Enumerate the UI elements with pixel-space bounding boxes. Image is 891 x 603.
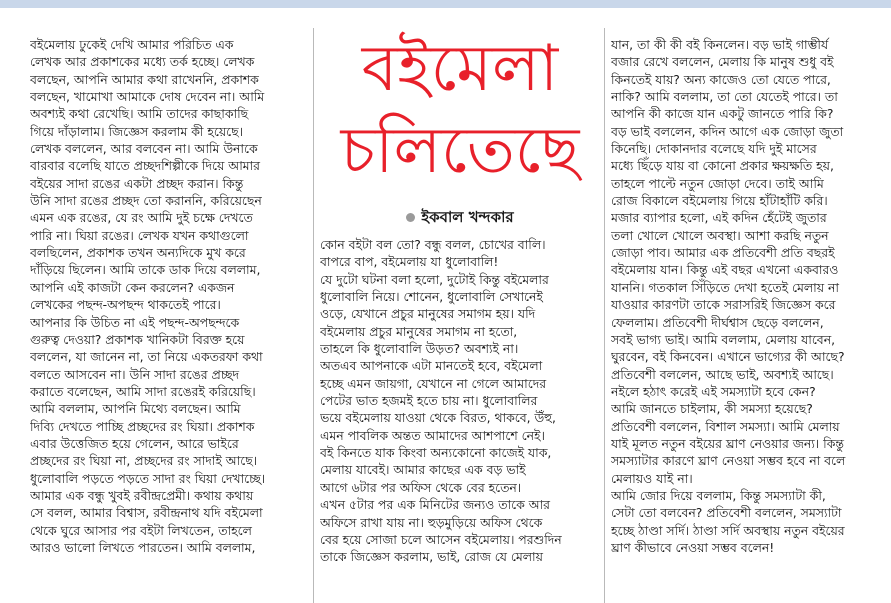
text-line: এমন পাবলিক অন্তত আমাদের আশপাশে নেই।: [320, 427, 545, 443]
text-line: বারবার বলেছি যাতে প্রচ্ছদশিল্পীকে দিয়ে আমার: [30, 158, 260, 174]
text-line: এমন এক রঙের, যে রং আমি দুই চক্ষে দেখতে: [30, 210, 253, 226]
text-line: লেখক আর প্রকাশকের মধ্যে তর্ক হচ্ছে। লেখক: [30, 54, 255, 70]
text-line: দাঁড়িয়ে ছিলেন। আমি তাকে ডাক দিয়ে বললাম,: [30, 262, 261, 278]
text-line: কিনেছি। দোকানদার বলেছে যদি দুই মাসের: [611, 141, 817, 157]
text-line: সবই ভাগ্য ভাই। আমি বললাম, মেলায় যাবেন,: [611, 331, 836, 347]
text-line: তাকে জিজ্ঞেস করলাম, ভাই, রোজ যে মেলায়: [320, 549, 543, 565]
text-line: ধুলোবালি পড়তে পড়তে সাদা রং ঘিয়া দেখাচ্ছে।: [30, 470, 266, 486]
text-line: বই কিনতে যাক কিংবা অন্যকোনো কাজেই যাক,: [320, 445, 552, 461]
text-line: ঘুরবেন, বই কিনবেন। এখানে ভাগ্যের কী আছে?: [611, 349, 845, 365]
text-line: করাতে বলেছেন, আমি সাদা রঙেরই করিয়েছি।: [30, 383, 256, 399]
text-line: পারি না। ঘিয়া রঙের। লেখক যখন কথাগুলো: [30, 227, 249, 243]
byline: [320, 206, 600, 231]
text-line: প্রচ্ছদের রং ঘিয়া না, প্রচ্ছদের রং সাদাই আছে।: [30, 453, 258, 469]
text-line: সে বলল, আমার বিশ্বাস, রবীন্দ্রনাথ যদি বইমেলা: [30, 505, 263, 521]
text-line: গুরুত্ব দেওয়া? প্রকাশক খানিকটা বিরক্ত হয়ে: [30, 331, 245, 347]
text-line: অফিসে রাখা যায় না। হুড়মুড়িয়ে অফিস থেকে: [320, 514, 543, 530]
text-line: প্রতিবেশী বললেন, আছে ভাই, অবশ্যই আছে।: [611, 366, 834, 382]
bullet-icon: [406, 213, 415, 222]
text-line: বইমেলায় প্রচুর মানুষের সমাগম না হতো,: [320, 323, 518, 339]
text-line: মেলায় যাবেই। আমার কাছের এক বড় ভাই: [320, 462, 526, 478]
text-line: সমস্যাটার কারণে ঘ্রাণ নেওয়া সম্ভব হবে না বলে: [611, 453, 846, 469]
text-line: লেখক বললেন, আর বলবেন না। আমি উনাকে: [30, 141, 258, 157]
text-line: বলতে আসবেন না। উনি সাদা রঙের প্রচ্ছদ: [30, 366, 240, 382]
text-line: আমি জোর দিয়ে বললাম, কিন্তু সমস্যাটা কী,: [611, 487, 826, 503]
text-line: মেলায়ও যাই না।: [611, 470, 693, 486]
text-line: যে দুটো ঘটনা বলা হলো, দুটোই কিন্তু বইমেলার: [320, 271, 549, 287]
text-line: মজার ব্যাপার হলো, এই কদিন হেঁটেই জুতার: [611, 210, 827, 226]
text-line: বললেন, যা জানেন না, তা নিয়ে একতরফা কথা: [30, 349, 263, 365]
text-line: তাহলে পাল্টে নতুন জোড়া দেবে। তাই আমি: [611, 175, 824, 191]
text-line: বের হয়ে সোজা চলে আসেন বইমেলায়। পরশুদিন: [320, 531, 562, 547]
text-line: আমার এক বন্ধু খুবই রবীন্দ্রপ্রেমী। কথায় কথায়: [30, 487, 254, 503]
text-line: পেটের ভাত হজমই হতে চায় না। ধুলোবালির: [320, 393, 538, 409]
text-line: এবার উত্তেজিত হয়ে গেলেন, আরে ভাইরে: [30, 435, 239, 451]
text-line: আরও ভালো লিখতে পারতেন। আমি বললাম,: [30, 539, 256, 555]
text-line: কিনতেই যায়? অন্য কাজেও তো যেতে পারে,: [611, 71, 831, 87]
text-line: আমি জানতে চাইলাম, কী সমস্যা হয়েছে?: [611, 401, 813, 417]
text-line: যাননি। গতকাল সিঁড়িতে দেখা হতেই মেলায় না: [611, 279, 839, 295]
text-line: এখন ৫টার পর এক মিনিটের জন্যও তাকে আর: [320, 497, 550, 513]
text-line: জোড়া পাব। আমার এক প্রতিবেশী প্রতি বছরই: [611, 245, 835, 261]
column-divider-right: [604, 28, 605, 603]
text-line: ঘ্রাণ কীভাবে নেওয়া সম্ভব বলেন!: [611, 539, 775, 555]
title-line-2: চলিতেছে: [340, 114, 580, 188]
text-line: আমি বললাম, আপনি মিথ্যে বলছেন। আমি: [30, 401, 241, 417]
text-line: বাপরে বাপ, বইমেলায় যা ধুলোবালি!: [320, 254, 499, 270]
text-line: সেটা তো বলবেন? প্রতিবেশী বললেন, সমস্যাটা: [611, 505, 842, 521]
text-line: ভয়ে বইমেলায় যাওয়া থেকে বিরত, থাকবে, উঁহু,: [320, 410, 557, 426]
text-line: গিয়ে দাঁড়ালাম। জিজ্ঞেস করলাম কী হয়েছে।: [30, 123, 244, 139]
text-line: লেখকের পছন্দ-অপছন্দ থাকতেই পারে।: [30, 297, 221, 313]
text-line: হচ্ছে এমন জায়গা, যেখানে না গেলে আমাদের: [320, 375, 547, 391]
text-line: দিব্যি দেখতে পাচ্ছি প্রচ্ছদের রং ঘিয়া। প্রকাশক: [30, 418, 255, 434]
article-title: [320, 28, 600, 192]
text-line: বলছিলেন, প্রকাশক তখন অন্যদিকে মুখ করে: [30, 245, 246, 261]
text-line: অবশ্যই কথা রেখেছি। আমি তাদের কাছাকাছি: [30, 106, 249, 122]
text-line: বইমেলায় যান। কিন্তু এই বছর এখনো একবারও: [611, 262, 839, 278]
text-line: রোজ বিকালে বইমেলায় গিয়ে হাঁটাহাঁটি করি।: [611, 193, 828, 209]
text-line: আপনি এই কাজটা কেন করলেন? একজন: [30, 279, 235, 295]
text-line: নাকি? আমি বললাম, তা তো যেতেই পারে। তা: [611, 89, 838, 105]
text-line: থেকে ঘুরে আসার পর বইটা লিখতেন, তাহলে: [30, 522, 252, 538]
text-line: আপনি কী কাজে যান একটু জানতে পারি কি?: [611, 106, 834, 122]
text-line: বইয়ের সাদা রঙের একটা প্রচ্ছদ করান। কিন্তু: [30, 175, 244, 191]
text-line: যান, তা কী কী বই কিনলেন। বড় ভাই গাম্ভীর্য: [611, 37, 829, 52]
text-line: উনি সাদা রঙের প্রচ্ছদ তো করাননি, করিয়েছেন: [30, 193, 262, 209]
text-line: কোন বইটা বল তো? বন্ধু বলল, চোখের বালি।: [320, 237, 546, 252]
title-line-1: বইমেলা: [361, 32, 559, 106]
article-column-left: [30, 36, 320, 556]
text-line: আপনার কি উচিত না এই পছন্দ-অপছন্দকে: [30, 314, 240, 330]
text-line: তলা খোলে খোলে অবস্থা। আশা করছি নতুন: [611, 227, 829, 243]
article-column-middle: [320, 236, 598, 566]
text-line: ওড়ে, যেখানে প্রচুর মানুষের সমাগম হয়। যদি: [320, 306, 536, 322]
text-line: আগে ৬টার পর অফিস থেকে বের হতেন।: [320, 479, 522, 495]
author-name: ইকবাল খন্দকার: [421, 208, 514, 226]
text-line: তাহলে কি ধুলোবালি উড়ত? অবশ্যই না।: [320, 341, 519, 357]
text-line: বজার রেখে বললেন, মেলায় কি মানুষ শুধু বই: [611, 54, 834, 70]
text-line: যাই মূলত নতুন বইয়ের ঘ্রাণ নেওয়ার জন্য। কিন্তু: [611, 435, 844, 451]
text-line: হচ্ছে ঠাণ্ডা সর্দি। ঠাণ্ডা সর্দি অবস্থায় নতুন বইয়ের: [611, 522, 845, 538]
text-line: ফেললাম। প্রতিবেশী দীর্ঘশ্বাস ছেড়ে বললেন,: [611, 314, 824, 330]
text-line: বলছেন, খামোখা আমাকে দোষ দেবেন না। আমি: [30, 89, 265, 105]
article-column-right: [611, 36, 886, 556]
text-line: মধ্যে ছিঁড়ে যায় বা কোনো প্রকার ক্ষয়ক্ষতি হয়,: [611, 158, 834, 174]
top-band: [0, 0, 891, 8]
text-line: বড় ভাই বললেন, কদিন আগে এক জোড়া জুতা: [611, 123, 844, 139]
text-line: নইলে হঠাৎ করেই এই সমস্যাটা হবে কেন?: [611, 383, 816, 399]
text-line: অতএব আপনাকে এটা মানতেই হবে, বইমেলা: [320, 358, 543, 374]
text-line: যাওয়ার কারণটা তাকে সরাসরিই জিজ্ঞেস করে: [611, 297, 836, 313]
text-line: বলছেন, আপনি আমার কথা রাখেননি, প্রকাশক: [30, 71, 259, 87]
text-line: ধুলোবালি নিয়ে। শোনেন, ধুলোবালি সেখানেই: [320, 289, 543, 305]
text-line: বইমেলায় ঢুকেই দেখি আমার পরিচিত এক: [30, 37, 234, 52]
text-line: প্রতিবেশী বললেন, বিশাল সমস্যা। আমি মেলায়: [611, 418, 840, 434]
